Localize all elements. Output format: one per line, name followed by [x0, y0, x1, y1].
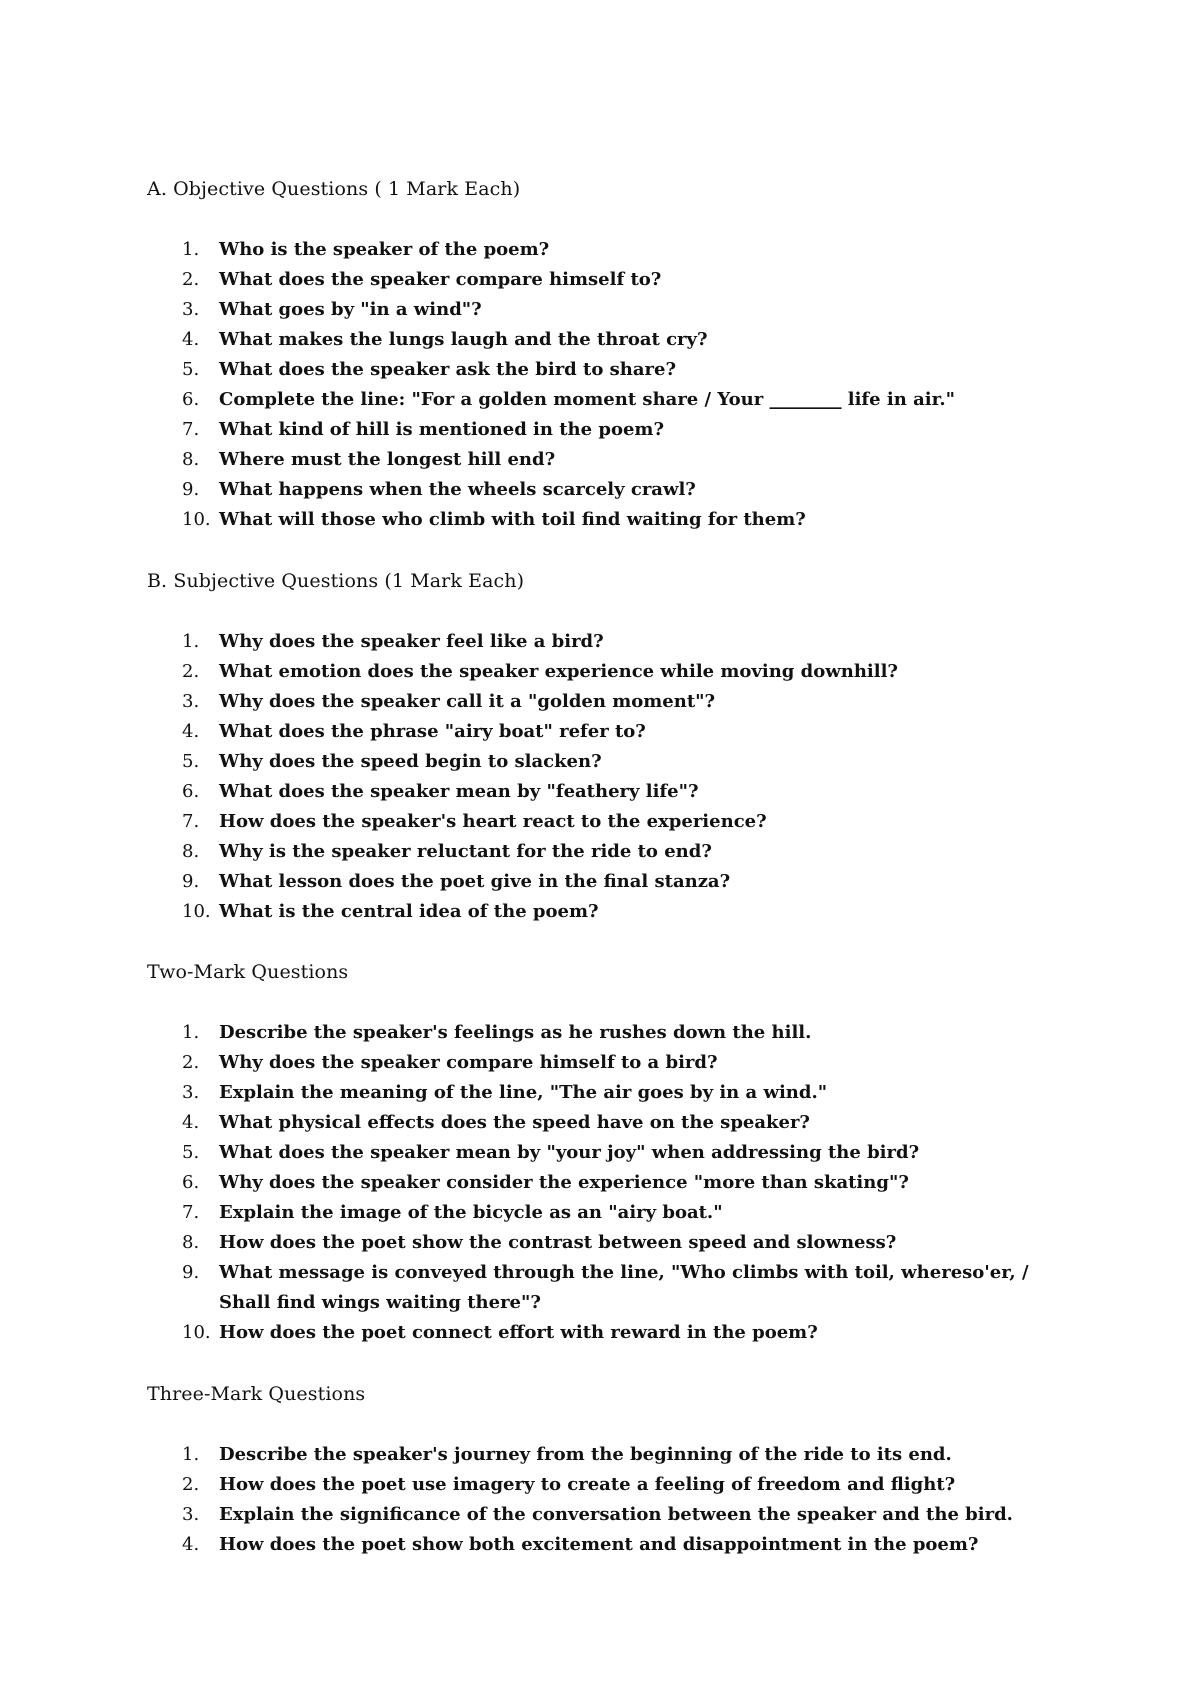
- question-text: What happens when the wheels scarcely crawl?: [219, 479, 696, 500]
- question-text: What emotion does the speaker experience while moving downhill?: [219, 661, 898, 682]
- list-item: [0, 1108, 1200, 1138]
- question-number: 5.: [182, 1142, 200, 1163]
- question-number: 1.: [182, 631, 200, 652]
- question-text: Complete the line: "For a golden moment share / Your ________ life in air.": [219, 389, 956, 410]
- question-number: 6.: [182, 781, 200, 802]
- list-item: [0, 1168, 1200, 1198]
- question-number: 2.: [182, 1052, 200, 1073]
- question-text: How does the poet connect effort with reward in the poem?: [219, 1322, 818, 1343]
- question-text: Describe the speaker's feelings as he rushes down the hill.: [219, 1022, 812, 1043]
- question-number: 8.: [182, 449, 200, 470]
- question-text: How does the speaker's heart react to the experience?: [219, 811, 767, 832]
- question-number: 3.: [182, 1504, 200, 1525]
- question-number: 10.: [182, 509, 211, 530]
- question-number: 2.: [182, 661, 200, 682]
- question-text: Where must the longest hill end?: [219, 449, 556, 470]
- list-item: [0, 1078, 1200, 1108]
- question-number: 9.: [182, 871, 200, 892]
- list-item: [0, 1228, 1200, 1258]
- list-item: [0, 1318, 1200, 1348]
- question-number: 4.: [182, 329, 200, 350]
- list-item: [0, 717, 1200, 747]
- question-text: What does the speaker mean by "feathery life"?: [219, 781, 699, 802]
- question-number: 6.: [182, 389, 200, 410]
- question-number: 7.: [182, 1202, 200, 1223]
- list-item: [0, 837, 1200, 867]
- question-text: Why does the speaker feel like a bird?: [219, 631, 604, 652]
- list-item: [0, 445, 1200, 475]
- list-item: [0, 235, 1200, 265]
- question-text: How does the poet show both excitement and disappointment in the poem?: [219, 1534, 979, 1555]
- question-text: What message is conveyed through the line, "Who climbs with toil, whereso'er, / Shall find wings waiting there"?: [219, 1262, 1029, 1313]
- question-text: What does the speaker compare himself to?: [219, 269, 662, 290]
- question-text: What physical effects does the speed have on the speaker?: [219, 1112, 810, 1133]
- question-number: 1.: [182, 1444, 200, 1465]
- section-heading-two-mark: Two-Mark Questions: [147, 961, 349, 983]
- question-text: Why does the speaker consider the experience "more than skating"?: [219, 1172, 909, 1193]
- question-text: What is the central idea of the poem?: [219, 901, 599, 922]
- list-item: [0, 1258, 1200, 1318]
- question-number: 1.: [182, 239, 200, 260]
- question-text: Explain the meaning of the line, "The air goes by in a wind.": [219, 1082, 828, 1103]
- question-text: Why does the speaker compare himself to a bird?: [219, 1052, 718, 1073]
- objective-question-list: [0, 235, 1200, 535]
- question-number: 3.: [182, 1082, 200, 1103]
- list-item: [0, 1500, 1200, 1530]
- question-number: 6.: [182, 1172, 200, 1193]
- question-text: Who is the speaker of the poem?: [219, 239, 550, 260]
- question-number: 8.: [182, 841, 200, 862]
- question-text: Why is the speaker reluctant for the ride to end?: [219, 841, 712, 862]
- list-item: [0, 385, 1200, 415]
- question-number: 10.: [182, 901, 211, 922]
- list-item: [0, 687, 1200, 717]
- list-item: [0, 295, 1200, 325]
- question-text: What will those who climb with toil find waiting for them?: [219, 509, 806, 530]
- subjective-question-list: [0, 627, 1200, 927]
- question-number: 4.: [182, 721, 200, 742]
- question-number: 10.: [182, 1322, 211, 1343]
- list-item: [0, 325, 1200, 355]
- question-number: 4.: [182, 1534, 200, 1555]
- list-item: [0, 415, 1200, 445]
- list-item: [0, 1530, 1200, 1560]
- list-item: [0, 867, 1200, 897]
- list-item: [0, 1470, 1200, 1500]
- list-item: [0, 1138, 1200, 1168]
- question-text: What lesson does the poet give in the final stanza?: [219, 871, 731, 892]
- question-text: What goes by "in a wind"?: [219, 299, 482, 320]
- two-mark-question-list: [0, 1018, 1200, 1348]
- question-number: 4.: [182, 1112, 200, 1133]
- question-text: Why does the speed begin to slacken?: [219, 751, 602, 772]
- list-item: [0, 1440, 1200, 1470]
- list-item: [0, 475, 1200, 505]
- question-text: Describe the speaker's journey from the beginning of the ride to its end.: [219, 1444, 952, 1465]
- question-number: 9.: [182, 479, 200, 500]
- question-number: 7.: [182, 811, 200, 832]
- list-item: [0, 657, 1200, 687]
- list-item: [0, 355, 1200, 385]
- question-text: How does the poet show the contrast between speed and slowness?: [219, 1232, 897, 1253]
- question-number: 1.: [182, 1022, 200, 1043]
- list-item: [0, 1018, 1200, 1048]
- question-text: What does the speaker mean by "your joy" when addressing the bird?: [219, 1142, 920, 1163]
- list-item: [0, 505, 1200, 535]
- list-item: [0, 627, 1200, 657]
- section-heading-subjective: B. Subjective Questions (1 Mark Each): [147, 570, 525, 592]
- question-number: 8.: [182, 1232, 200, 1253]
- section-heading-three-mark: Three-Mark Questions: [147, 1383, 366, 1405]
- list-item: [0, 747, 1200, 777]
- list-item: [0, 1198, 1200, 1228]
- list-item: [0, 1048, 1200, 1078]
- question-number: 5.: [182, 359, 200, 380]
- question-text: What does the speaker ask the bird to share?: [219, 359, 676, 380]
- question-text: What makes the lungs laugh and the throat cry?: [219, 329, 708, 350]
- list-item: [0, 807, 1200, 837]
- list-item: [0, 777, 1200, 807]
- question-text: Why does the speaker call it a "golden moment"?: [219, 691, 716, 712]
- section-heading-objective: A. Objective Questions ( 1 Mark Each): [147, 178, 521, 200]
- question-text: How does the poet use imagery to create a feeling of freedom and flight?: [219, 1474, 956, 1495]
- list-item: [0, 265, 1200, 295]
- list-item: [0, 897, 1200, 927]
- question-number: 9.: [182, 1262, 200, 1283]
- three-mark-question-list: [0, 1440, 1200, 1560]
- question-number: 7.: [182, 419, 200, 440]
- question-number: 3.: [182, 299, 200, 320]
- question-text: What does the phrase "airy boat" refer to?: [219, 721, 646, 742]
- question-number: 5.: [182, 751, 200, 772]
- question-number: 3.: [182, 691, 200, 712]
- question-text: What kind of hill is mentioned in the poem?: [219, 419, 664, 440]
- question-number: 2.: [182, 269, 200, 290]
- question-number: 2.: [182, 1474, 200, 1495]
- question-text: Explain the significance of the conversation between the speaker and the bird.: [219, 1504, 1013, 1525]
- question-text: Explain the image of the bicycle as an "airy boat.": [219, 1202, 723, 1223]
